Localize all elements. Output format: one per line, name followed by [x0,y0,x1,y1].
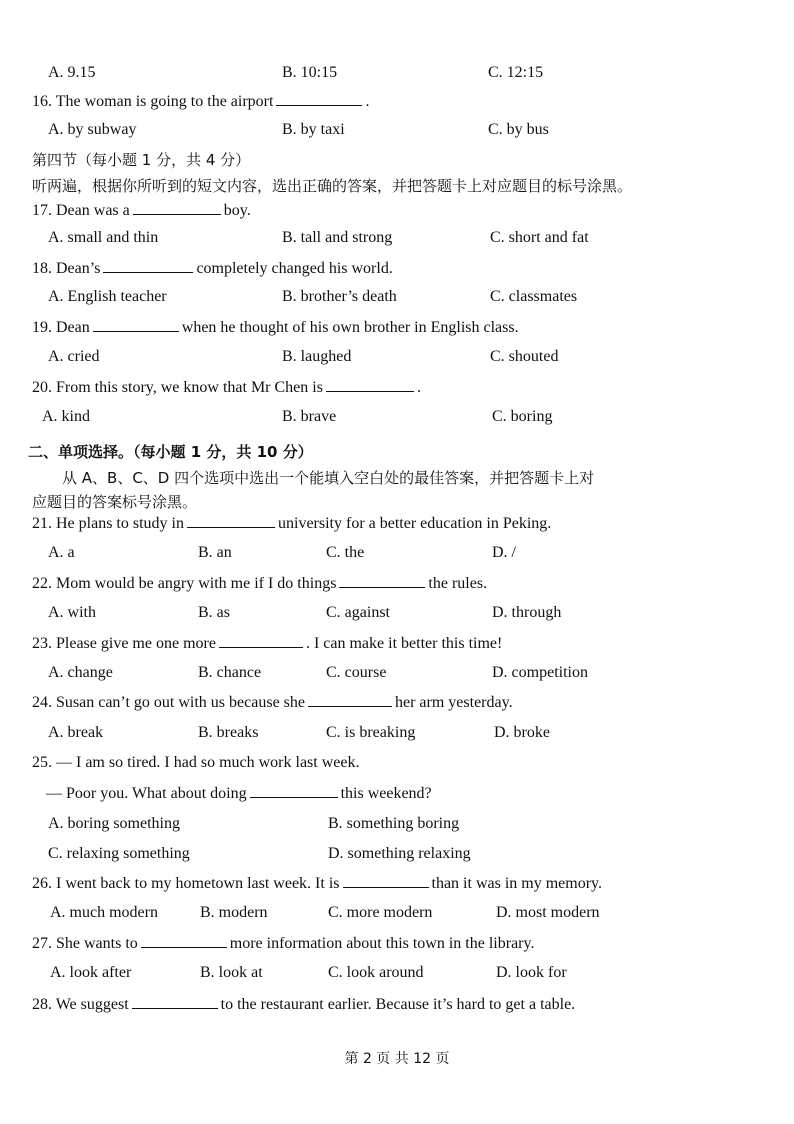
q24-option-b: B. breaks [198,724,259,741]
q22-option-b: B. as [198,604,230,621]
question-text: 24. Susan can’t go out with us because she [32,694,305,711]
question-text-after: . I can make it better this time! [305,635,503,652]
question-24 [32,692,513,713]
answer-blank [132,994,218,1009]
question-text: 23. Please give me one more [32,635,216,652]
q25-option-c: C. relaxing something [48,845,190,862]
q19-option-c: C. shouted [490,348,559,365]
q21-option-d: D. / [492,544,516,561]
q17-option-a: A. small and thin [48,229,159,246]
question-17 [32,200,251,221]
question-text-after: . [365,93,370,110]
question-text-after: completely changed his world. [196,260,393,277]
question-18 [32,258,393,279]
q16-option-a: A. by subway [48,121,137,138]
question-27 [32,933,534,954]
q22-option-a: A. with [48,604,96,621]
q19-option-a: A. cried [48,348,100,365]
q21-option-b: B. an [198,544,232,561]
question-text: 22. Mom would be angry with me if I do things [32,575,337,592]
question-20 [32,377,421,398]
answer-blank [250,783,338,798]
section-4-title: 第四节（每小题 1 分，共 4 分） [32,151,251,169]
q26-option-a: A. much modern [50,904,158,921]
question-text: 17. Dean was a [32,202,130,219]
q18-option-a: A. English teacher [48,288,167,305]
q27-option-d: D. look for [496,964,567,981]
q21-option-c: C. the [326,544,365,561]
answer-blank [308,692,392,707]
q25-option-b: B. something boring [328,815,460,832]
question-text-after: when he thought of his own brother in English class. [181,319,519,336]
question-26 [32,873,602,894]
q23-option-c: C. course [326,664,387,681]
part-2-title: 二、单项选择。（每小题 1 分，共 10 分） [28,443,313,461]
question-text: — Poor you. What about doing [46,785,247,802]
q17-option-b: B. tall and strong [282,229,393,246]
question-text-after: to the restaurant earlier. Because it’s hard to get a table. [220,996,576,1013]
q27-option-c: C. look around [328,964,424,981]
q24-option-c: C. is breaking [326,724,416,741]
question-text-after: her arm yesterday. [395,694,513,711]
question-28 [32,994,575,1015]
q18-option-b: B. brother’s death [282,288,397,305]
q24-option-d: D. broke [494,724,550,741]
q20-option-c: C. boring [492,408,553,425]
q27-option-b: B. look at [200,964,263,981]
q21-option-a: A. a [48,544,75,561]
question-text: 19. Dean [32,319,90,336]
answer-blank [326,377,414,392]
question-text-after: . [416,379,421,396]
q26-option-c: C. more modern [328,904,433,921]
question-text: 18. Dean’s [32,260,101,277]
q16-option-b: B. by taxi [282,121,345,138]
question-22 [32,573,487,594]
page-number: 第 2 页 共 12 页 [344,1051,450,1067]
q15-option-c: C. 12:15 [488,64,544,81]
question-text-after: this weekend? [340,785,432,802]
question-23 [32,633,502,654]
q19-option-b: B. laughed [282,348,352,365]
section-4-instructions: 听两遍，根据你所听到的短文内容，选出正确的答案，并把答题卡上对应题目的标号涂黑。 [32,177,633,195]
answer-blank [103,258,193,273]
question-text-after: boy. [223,202,251,219]
question-text-after: more information about this town in the library. [229,935,535,952]
question-25-line-1: 25. — I am so tired. I had so much work last week. [32,754,360,771]
q26-option-b: B. modern [200,904,268,921]
part-2-instructions-2: 应题目的答案标号涂黑。 [32,493,198,511]
question-text: 20. From this story, we know that Mr Chen is [32,379,323,396]
answer-blank [339,573,425,588]
question-text-after: than it was in my memory. [431,875,602,892]
part-2-instructions-1: 从 A、B、C、D 四个选项中选出一个能填入空白处的最佳答案，并把答题卡上对 [62,469,595,487]
question-text: 28. We suggest [32,996,129,1013]
q23-option-d: D. competition [492,664,588,681]
answer-blank [133,200,221,215]
q27-option-a: A. look after [50,964,132,981]
question-text: 16. The woman is going to the airport [32,93,274,110]
q20-option-b: B. brave [282,408,337,425]
q24-option-a: A. break [48,724,104,741]
q26-option-d: D. most modern [496,904,600,921]
question-text: 27. She wants to [32,935,138,952]
q25-option-d: D. something relaxing [328,845,471,862]
q18-option-c: C. classmates [490,288,578,305]
q23-option-b: B. chance [198,664,262,681]
q16-option-c: C. by bus [488,121,549,138]
answer-blank [219,633,303,648]
question-text-after: the rules. [428,575,488,592]
question-16 [32,91,369,112]
answer-blank [343,873,429,888]
q17-option-c: C. short and fat [490,229,589,246]
question-text-after: university for a better education in Peking. [278,515,552,532]
question-19 [32,317,519,338]
q22-option-c: C. against [326,604,390,621]
answer-blank [141,933,227,948]
question-text: 21. He plans to study in [32,515,184,532]
q23-option-a: A. change [48,664,113,681]
q20-option-a: A. kind [42,408,90,425]
q22-option-d: D. through [492,604,562,621]
question-25 [46,783,432,804]
answer-blank [187,513,275,528]
question-text: 26. I went back to my hometown last week. It is [32,875,340,892]
q15-option-a: A. 9.15 [48,64,96,81]
answer-blank [93,317,179,332]
answer-blank [276,91,362,106]
q15-option-b: B. 10:15 [282,64,338,81]
question-21 [32,513,551,534]
q25-option-a: A. boring something [48,815,180,832]
